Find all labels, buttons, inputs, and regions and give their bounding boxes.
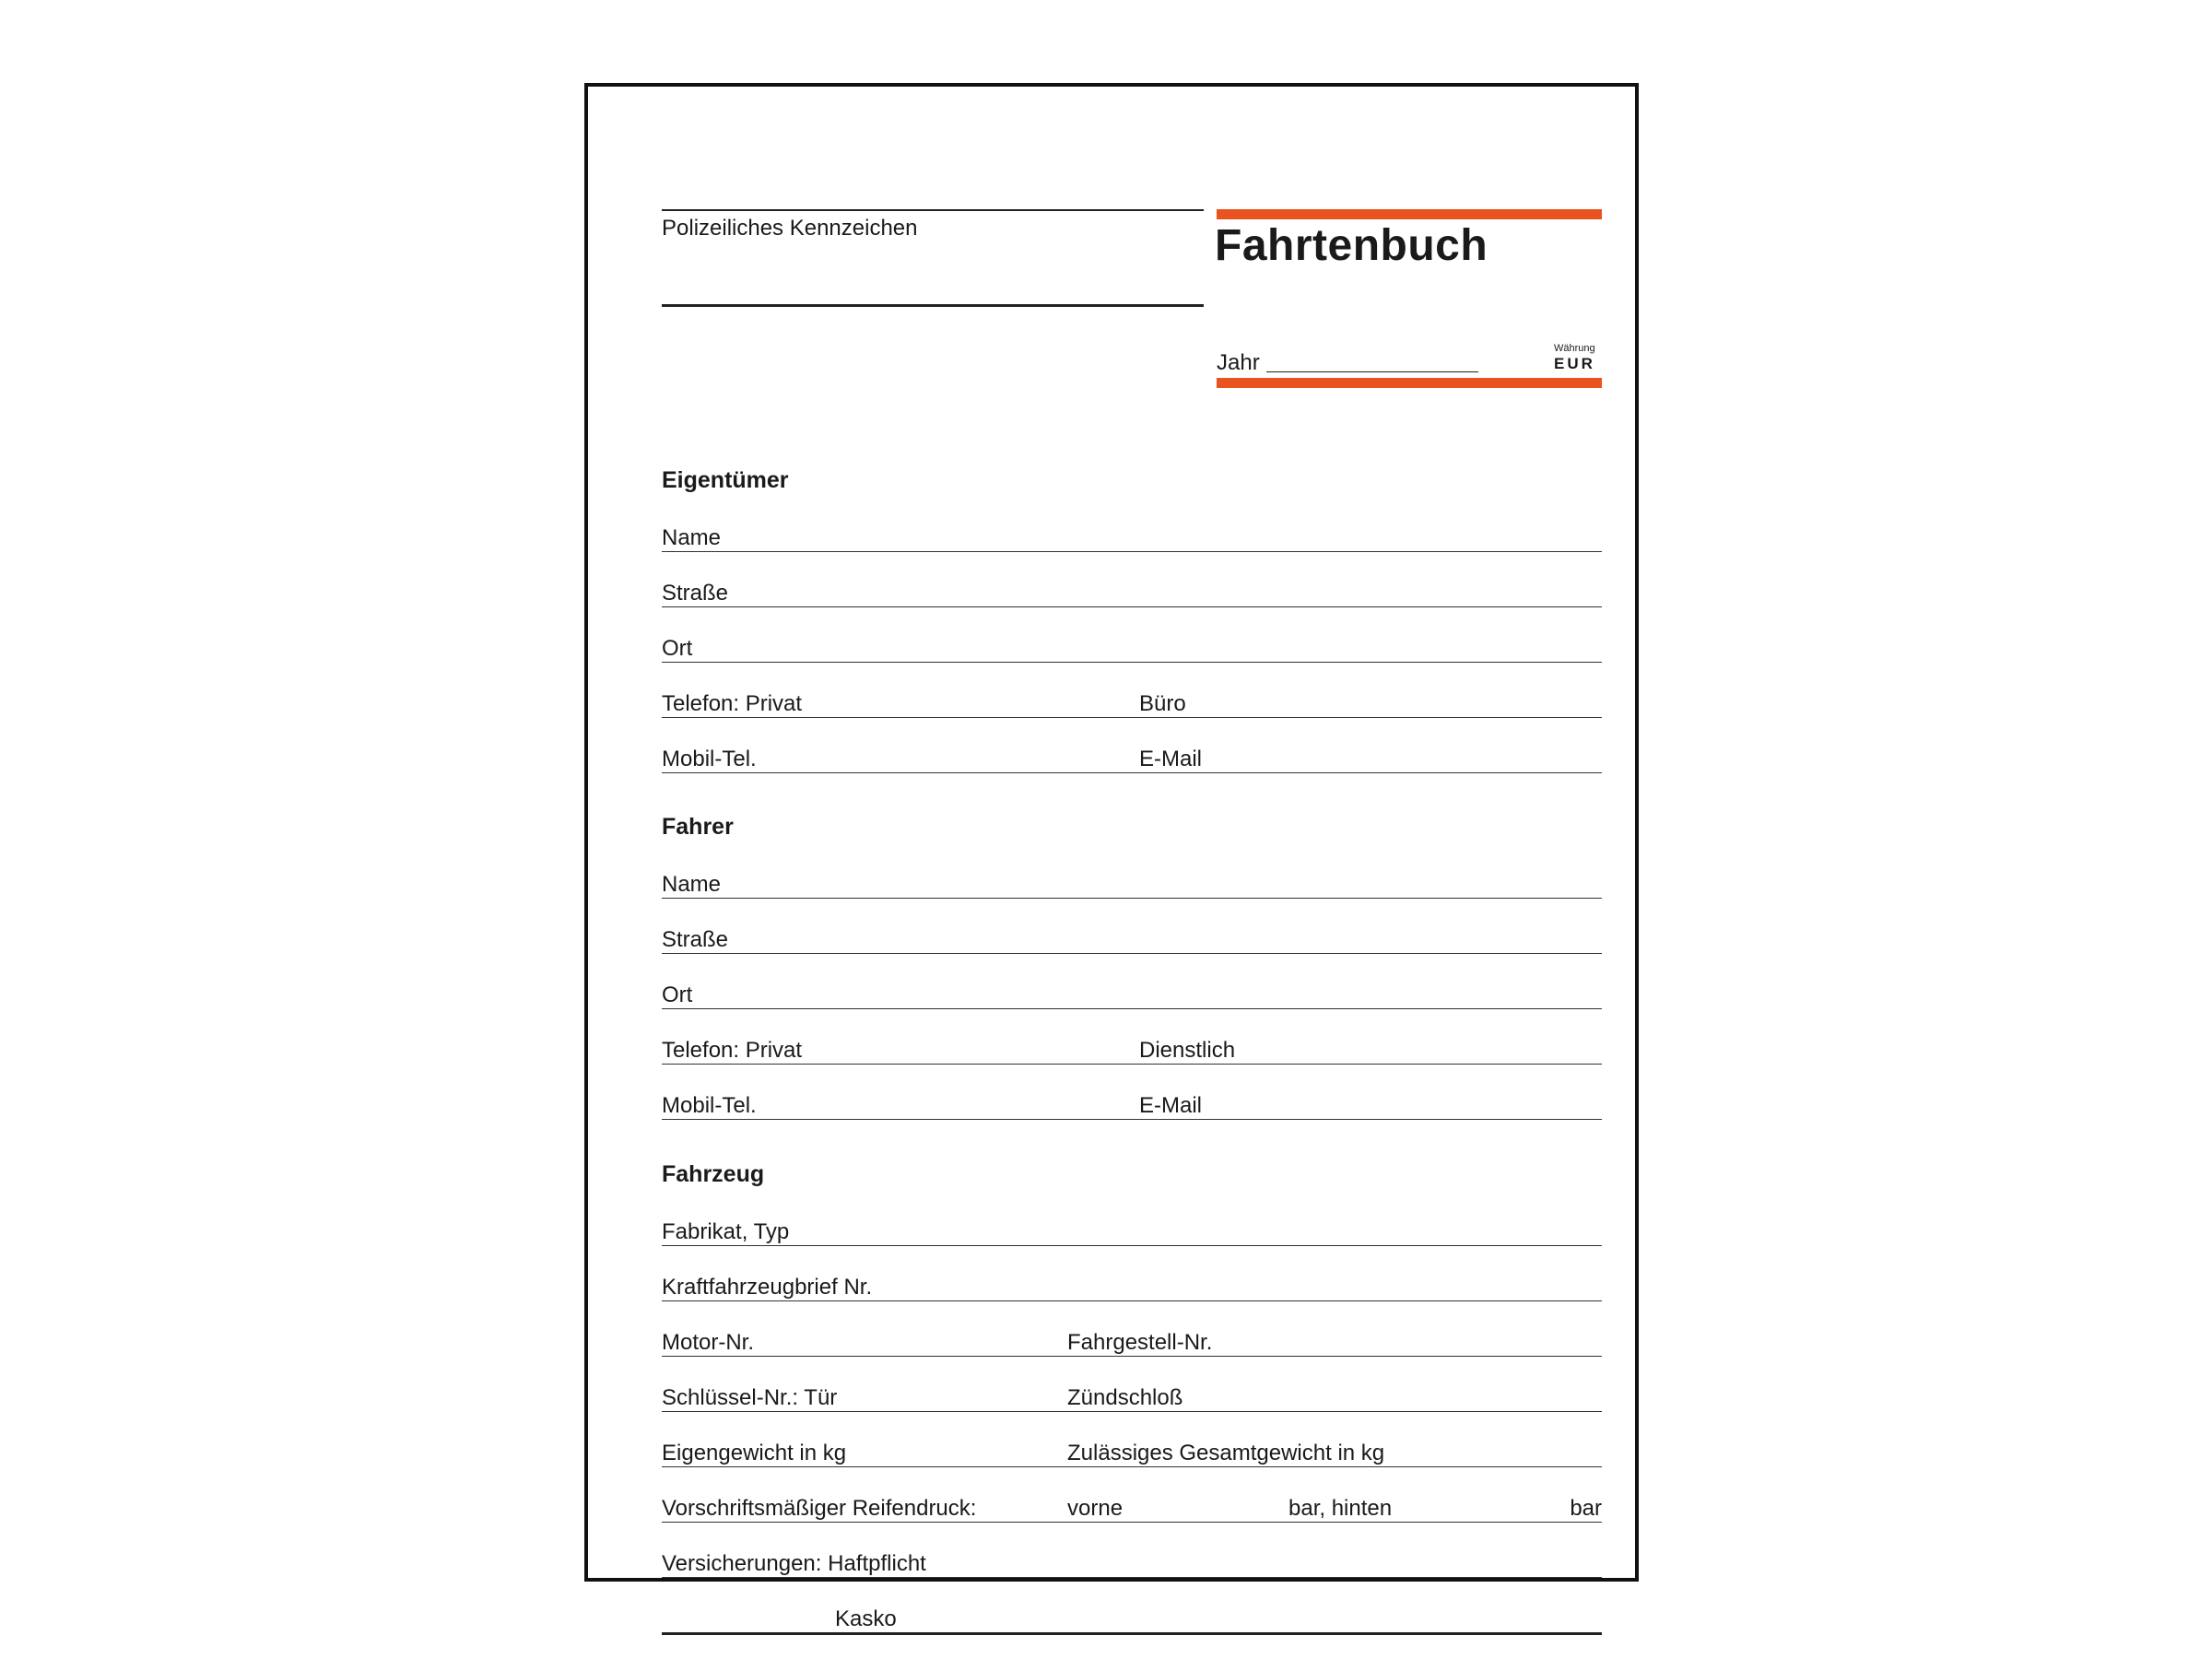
driver-name-field[interactable] [662,868,1602,899]
vehicle-liability-field[interactable] [662,1547,1602,1578]
section-fahrer: Fahrer [662,814,734,840]
title-accent-bar-top [1217,209,1602,219]
field-label: Dienstlich [1139,1038,1236,1063]
field-label: Vorschriftsmäßiger Reifendruck: [662,1496,977,1521]
field-label: Mobil-Tel. [662,1093,757,1118]
field-label: vorne [1067,1496,1124,1521]
field-label: Versicherungen: Haftpflicht [662,1551,926,1576]
driver-phone-row[interactable] [662,1034,1602,1065]
vehicle-weight-row[interactable] [662,1437,1602,1467]
field-label: Telefon: Privat [662,1038,803,1063]
field-label: Kraftfahrzeugbrief Nr. [662,1275,873,1300]
currency-box [1554,343,1609,373]
owner-phone-row[interactable] [662,688,1602,718]
field-label: bar [1570,1496,1602,1521]
driver-city-field[interactable] [662,979,1602,1009]
field-label: Fabrikat, Typ [662,1219,790,1244]
field-label: Ort [662,982,693,1007]
currency-value: EUR [1554,355,1595,372]
field-label: E-Mail [1139,747,1203,771]
owner-street-field[interactable] [662,577,1602,607]
owner-name-field[interactable] [662,522,1602,552]
jahr-label: Jahr [1217,350,1260,375]
kennzeichen-label: Polizeiliches Kennzeichen [662,209,1204,241]
field-label: Kasko [835,1606,897,1631]
field-label: E-Mail [1139,1093,1203,1118]
field-label: Schlüssel-Nr.: Tür [662,1385,838,1410]
vehicle-engine-row[interactable] [662,1326,1602,1357]
field-label: bar, hinten [1288,1496,1393,1521]
jahr-field[interactable] [1266,371,1478,372]
owner-city-field[interactable] [662,632,1602,663]
vehicle-make-field[interactable] [662,1216,1602,1246]
vehicle-kasko-field[interactable] [662,1603,1602,1635]
vehicle-tire-pressure-row[interactable] [662,1492,1602,1523]
currency-label: Währung [1554,343,1595,354]
field-label: Mobil-Tel. [662,747,757,771]
kennzeichen-field[interactable] [662,304,1204,307]
field-label: Straße [662,927,729,952]
section-eigentuemer: Eigentümer [662,467,789,493]
field-label: Telefon: Privat [662,691,803,716]
field-label: Name [662,525,722,550]
field-label: Zündschloß [1067,1385,1183,1410]
driver-street-field[interactable] [662,924,1602,954]
field-label: Ort [662,636,693,661]
driver-mobile-row[interactable] [662,1089,1602,1120]
field-label: Name [662,872,722,897]
form-title: Fahrtenbuch [1215,221,1488,270]
field-label: Straße [662,581,729,606]
field-label: Büro [1139,691,1186,716]
form-page [584,83,1639,1631]
vehicle-registration-field[interactable] [662,1271,1602,1301]
section-fahrzeug: Fahrzeug [662,1161,765,1187]
title-accent-bar-bottom [1217,378,1602,388]
field-label: Fahrgestell-Nr. [1067,1330,1213,1355]
field-label: Motor-Nr. [662,1330,755,1355]
field-label: Eigengewicht in kg [662,1441,847,1465]
owner-mobile-row[interactable] [662,743,1602,773]
vehicle-key-row[interactable] [662,1382,1602,1412]
field-label: Zulässiges Gesamtgewicht in kg [1067,1441,1385,1465]
